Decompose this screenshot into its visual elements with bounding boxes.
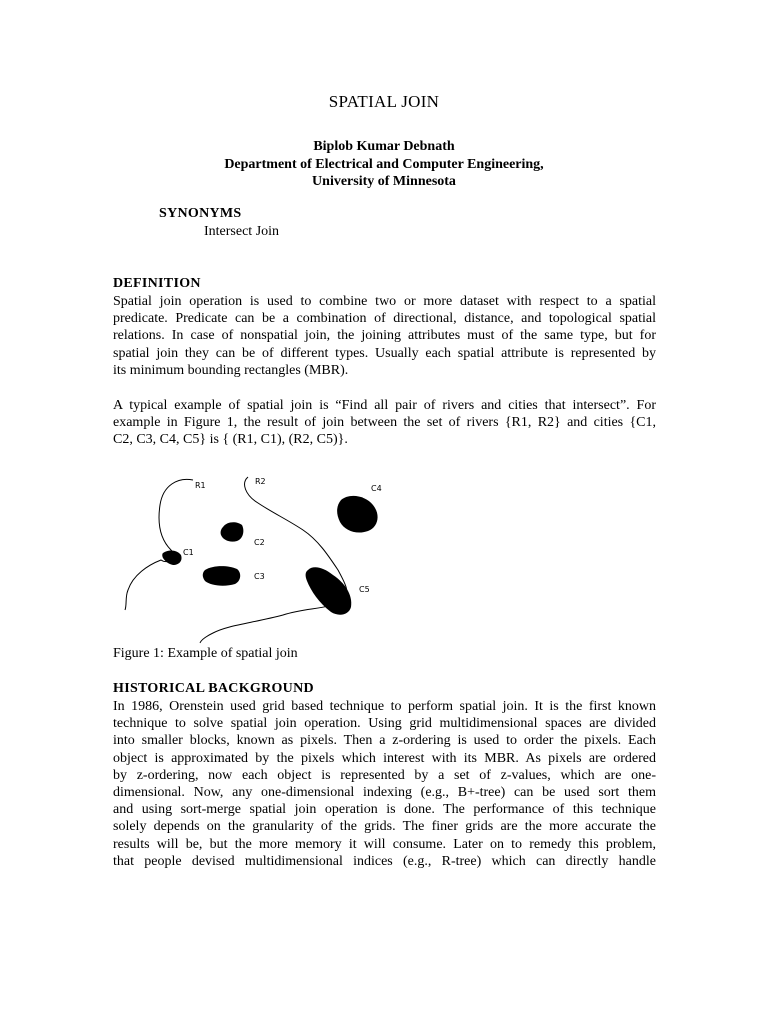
text-line: object is approximated by the pixels which interest with its MBR. As pixels are ordered [113,750,656,766]
historical-paragraph [113,698,656,870]
text-line: by z-ordering, now each object is represented by a set of z-values, which are one- [113,767,656,783]
label-c2: C2 [254,538,265,547]
text-line: A typical example of spatial join is “Find all pair of rivers and cities that intersect”. For [113,398,656,413]
city-c2 [221,522,244,541]
label-r1: R1 [195,481,206,490]
definition-heading: DEFINITION [113,276,201,291]
text-line: results will be, but the more memory it will consume. Later on to remedy this problem, [113,836,656,852]
text-line: In 1986, Orenstein used grid based technique to perform spatial join. It is the first known [113,699,656,714]
text-line: spatial join they can be of different types. Usually each spatial attribute is represented by [113,345,656,361]
river-r1 [125,479,193,610]
text-line: technique to solve spatial join operation. Using grid multidimensional spaces are divided [113,716,656,732]
definition-paragraph-2 [113,397,656,449]
synonym-item: Intersect Join [204,224,280,239]
city-c1 [162,551,181,565]
author-block [0,138,768,191]
text-line: C2, C3, C4, C5} is { (R1, C1), (R2, C5)}. [113,432,348,448]
text-line: example in Figure 1, the result of join between the set of rivers {R1, R2} and cities {C1, [113,415,656,431]
author-department: Department of Electrical and Computer Engineering, [224,156,544,172]
text-line: that people devised multidimensional indices (e.g., R-tree) which can directly handle [113,853,656,869]
river-r2 [200,477,347,643]
city-c5 [306,567,352,614]
label-c1: C1 [183,548,194,557]
text-line: into smaller blocks, known as pixels. Then a z-ordering is used to order the pixels. Each [113,733,656,749]
text-line: dimensional. Now, any one-dimensional indexing (e.g., B+-tree) can be used sort them [113,785,656,801]
label-c4: C4 [371,484,382,493]
label-c3: C3 [254,572,265,581]
author-university: University of Minnesota [312,174,456,189]
label-c5: C5 [359,585,370,594]
synonyms-heading: SYNONYMS [159,206,242,221]
definition-paragraph-1 [113,293,656,379]
figure-caption: Figure 1: Example of spatial join [113,646,298,661]
spatial-join-figure [113,465,413,645]
paper-title: SPATIAL JOIN [328,92,440,111]
city-c3 [203,566,240,586]
text-line: Spatial join operation is used to combine two or more dataset with respect to a spatial [113,294,656,309]
label-r2: R2 [255,477,266,486]
text-line: relations. In case of nonspatial join, the joining attributes must of the same type, but for [113,328,656,344]
text-line: predicate. Predicate can be a combination of directional, distance, and topological spatial [113,311,656,327]
historical-heading: HISTORICAL BACKGROUND [113,681,314,696]
text-line: and using sort-merge spatial join operation is done. The performance of this technique [113,802,656,818]
text-line: its minimum bounding rectangles (MBR). [113,362,349,378]
city-c4 [337,496,377,533]
author-name: Biplob Kumar Debnath [313,139,455,154]
text-line: solely depends on the granularity of the grids. The finer grids are the more accurate the [113,819,656,835]
